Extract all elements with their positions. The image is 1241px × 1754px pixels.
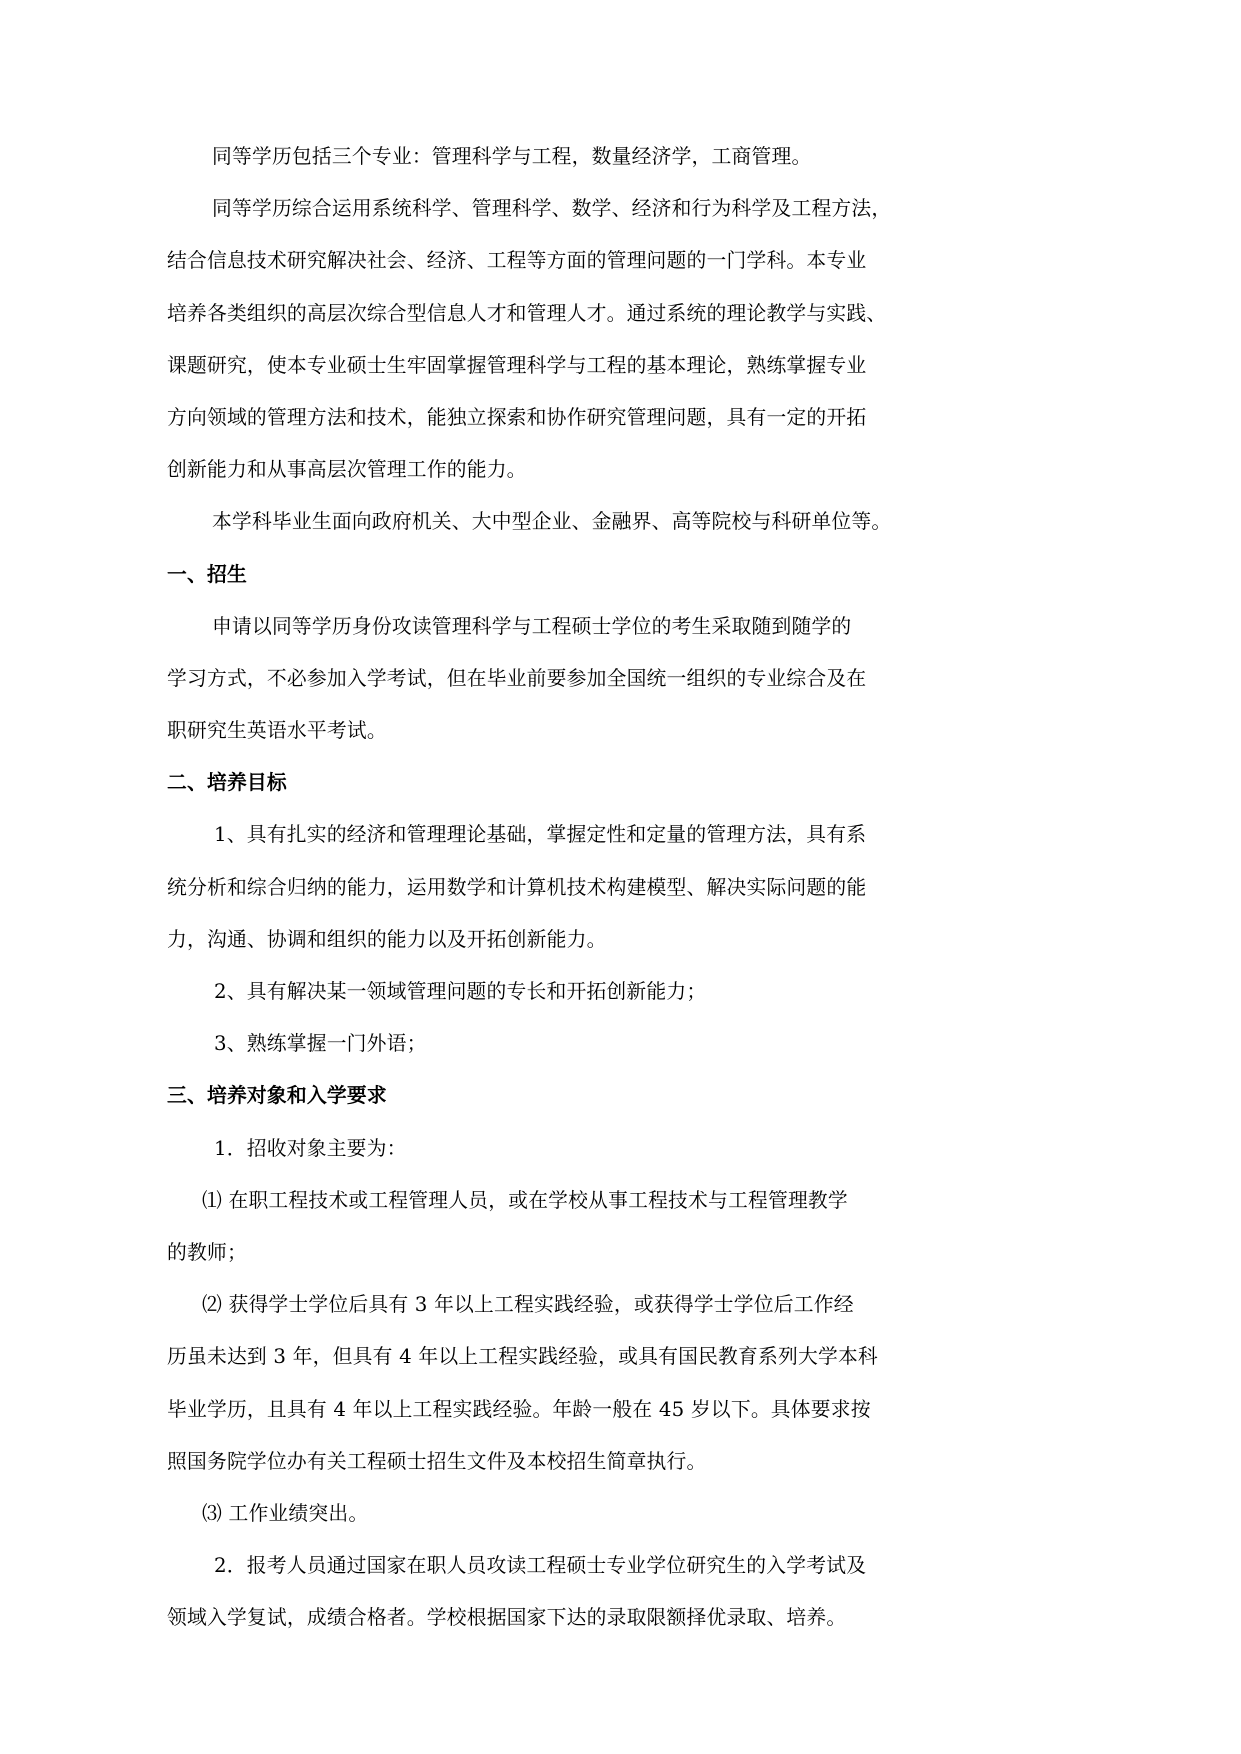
paragraph-line: 同等学历包括三个专业：管理科学与工程，数量经济学，工商管理。: [212, 145, 812, 168]
list-item-line: 2．报考人员通过国家在职人员攻读工程硕士专业学位研究生的入学考试及: [214, 1554, 867, 1578]
section-heading: 一、招生: [167, 562, 247, 586]
list-item-line: ⑴ 在职工程技术或工程管理人员，或在学校从事工程技术与工程管理教学: [202, 1188, 848, 1212]
paragraph-line: 的教师；: [167, 1240, 247, 1264]
paragraph-line: 职研究生英语水平考试。: [167, 719, 387, 743]
section-heading: 三、培养对象和入学要求: [167, 1084, 387, 1108]
paragraph-line: 申请以同等学历身份攻读管理科学与工程硕士学位的考生采取随到随学的: [212, 614, 852, 638]
paragraph-line: 毕业学历，且具有 4 年以上工程实践经验。年龄一般在 45 岁以下。具体要求按: [167, 1397, 871, 1421]
paragraph-line: 同等学历综合运用系统科学、管理科学、数学、经济和行为科学及工程方法，: [212, 197, 892, 221]
paragraph-line: 方向领域的管理方法和技术，能独立探索和协作研究管理问题，具有一定的开拓: [167, 405, 867, 429]
list-item-line: 1．招收对象主要为：: [214, 1136, 407, 1160]
paragraph-line: 领域入学复试，成绩合格者。学校根据国家下达的录取限额择优录取、培养。: [167, 1606, 847, 1630]
paragraph-line: 课题研究，使本专业硕士生牢固掌握管理科学与工程的基本理论，熟练掌握专业: [167, 353, 867, 377]
paragraph-line: 历虽未达到 3 年，但具有 4 年以上工程实践经验，或具有国民教育系列大学本科: [167, 1345, 878, 1369]
paragraph-line: 力，沟通、协调和组织的能力以及开拓创新能力。: [167, 927, 607, 951]
paragraph-line: 结合信息技术研究解决社会、经济、工程等方面的管理问题的一门学科。本专业: [167, 249, 867, 273]
document-page: [167, 131, 942, 1644]
list-item-line: 1、具有扎实的经济和管理理论基础，掌握定性和定量的管理方法，具有系: [214, 823, 867, 847]
paragraph-line: 照国务院学位办有关工程硕士招生文件及本校招生简章执行。: [167, 1449, 707, 1473]
paragraph-line: 创新能力和从事高层次管理工作的能力。: [167, 458, 527, 482]
paragraph-line: 学习方式，不必参加入学考试，但在毕业前要参加全国统一组织的专业综合及在: [167, 666, 867, 690]
paragraph-line: 培养各类组织的高层次综合型信息人才和管理人才。通过系统的理论教学与实践、: [167, 301, 887, 325]
list-item-line: ⑵ 获得学士学位后具有 3 年以上工程实践经验，或获得学士学位后工作经: [202, 1293, 854, 1317]
section-heading: 二、培养目标: [167, 771, 287, 795]
list-item-line: ⑶ 工作业绩突出。: [202, 1501, 369, 1525]
paragraph-line: 本学科毕业生面向政府机关、大中型企业、金融界、高等院校与科研单位等。: [212, 510, 892, 534]
list-item-line: 3、熟练掌握一门外语；: [214, 1032, 427, 1056]
paragraph-line: 统分析和综合归纳的能力，运用数学和计算机技术构建模型、解决实际问题的能: [167, 875, 867, 899]
list-item-line: 2、具有解决某一领域管理问题的专长和开拓创新能力；: [214, 980, 707, 1003]
